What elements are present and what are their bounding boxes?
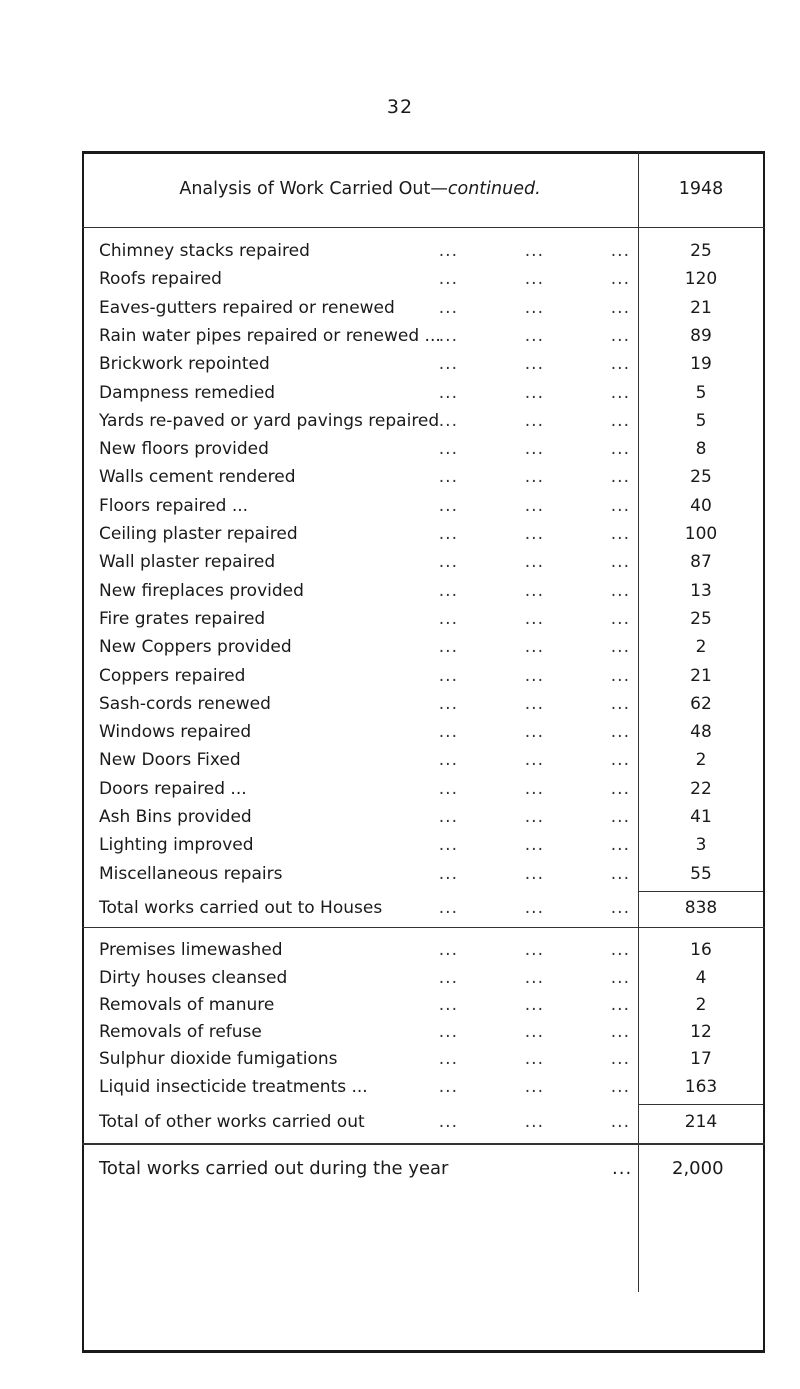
row-label: Coppers repaired: [99, 665, 246, 686]
house-work-row: [82, 606, 765, 634]
house-work-row: [82, 238, 765, 266]
dot-leader: [372, 298, 634, 318]
table-title-continued: continued.: [447, 179, 541, 199]
dot-group: ...: [524, 1049, 544, 1070]
dot-group: ...: [610, 580, 630, 601]
dot-group: ...: [610, 722, 630, 743]
house-work-row: [82, 719, 765, 747]
row-value: 16: [690, 940, 712, 961]
dot-leader: [372, 581, 634, 601]
table-header: [82, 154, 765, 227]
dot-group: ...: [610, 994, 630, 1015]
house-work-row: [82, 861, 765, 889]
row-label: New Coppers provided: [99, 637, 292, 658]
row-label: Removals of refuse: [99, 1022, 262, 1043]
dot-leader: [372, 995, 634, 1015]
dot-leader: [372, 609, 634, 629]
subtotal-rule: [638, 1104, 763, 1105]
row-label: Ash Bins provided: [99, 807, 252, 827]
dot-leader: [372, 269, 634, 289]
dot-group: ...: [610, 241, 630, 261]
dot-group: ...: [438, 325, 458, 346]
house-work-row: [82, 549, 765, 577]
dot-group: ...: [524, 940, 544, 961]
row-label: Chimney stacks repaired: [99, 241, 310, 261]
dot-group: ...: [524, 693, 544, 714]
dot-leader: [372, 750, 634, 770]
dot-leader: [372, 807, 634, 827]
row-label: Fire grates repaired: [99, 608, 266, 629]
dot-group: ...: [524, 467, 544, 488]
row-value: 17: [690, 1049, 712, 1070]
dot-group: ...: [524, 524, 544, 544]
row-label: Wall plaster repaired: [99, 552, 276, 573]
dot-leader: [372, 524, 634, 544]
row-label: Floors repaired ...: [99, 495, 249, 516]
dot-group: ...: [524, 439, 544, 460]
dot-leader: [372, 666, 634, 686]
dot-group: ...: [438, 467, 458, 488]
dot-group: ...: [610, 750, 630, 771]
dot-leader: [372, 779, 634, 799]
dot-group: ...: [610, 382, 630, 403]
dot-group: ...: [524, 608, 544, 629]
dot-group: ...: [438, 967, 458, 988]
dot-group: ...: [438, 608, 458, 629]
row-value: 89: [690, 325, 712, 346]
dot-leader: [372, 835, 634, 855]
dot-group: ...: [438, 269, 458, 290]
dot-group: ...: [610, 897, 630, 918]
row-label: Removals of manure: [99, 994, 275, 1015]
dot-leader: [372, 968, 634, 988]
dot-leader: [372, 496, 634, 516]
row-value: 5: [695, 382, 707, 403]
row-value: 2: [695, 637, 707, 658]
dot-group: ...: [524, 750, 544, 771]
dot-group: ...: [438, 1112, 458, 1132]
dot-group: ...: [610, 410, 630, 431]
row-value: 2: [695, 750, 707, 771]
dot-group: ...: [610, 778, 630, 799]
row-value: 13: [690, 580, 712, 601]
row-value: 2: [695, 994, 707, 1015]
house-work-row: [82, 578, 765, 606]
dot-group: ...: [524, 637, 544, 658]
row-value: 25: [690, 241, 712, 261]
house-work-row: [82, 804, 765, 832]
house-work-row: [82, 351, 765, 379]
bottom-rule: [82, 1350, 765, 1353]
dot-group: ...: [524, 1076, 544, 1097]
row-label: Walls cement rendered: [99, 467, 296, 488]
header-rule: [82, 227, 765, 228]
dot-group: ...: [438, 524, 458, 544]
dot-group: ...: [610, 940, 630, 961]
grand-total-value: 2,000: [672, 1158, 724, 1180]
total-label: Total of other works carried out: [99, 1112, 365, 1132]
row-label: New fireplaces provided: [99, 580, 304, 601]
dot-group: ...: [610, 467, 630, 488]
dot-group: ...: [438, 495, 458, 516]
dot-group: ...: [524, 967, 544, 988]
other-work-row: [82, 937, 765, 965]
dot-group: ...: [610, 269, 630, 290]
dot-group: ...: [438, 241, 458, 261]
house-work-row: [82, 464, 765, 492]
dot-group: ...: [438, 382, 458, 403]
dot-leader: [372, 383, 634, 403]
row-label: Lighting improved: [99, 835, 254, 856]
dot-group: ...: [438, 897, 458, 918]
row-label: Miscellaneous repairs: [99, 863, 283, 884]
row-value: 12: [690, 1022, 712, 1043]
dot-group: ...: [524, 665, 544, 686]
work-analysis-table: [82, 151, 765, 1353]
other-work-row: [82, 992, 765, 1020]
table-title-main: Analysis of Work Carried Out—: [179, 179, 448, 199]
dot-group: ...: [610, 325, 630, 346]
dot-group: ...: [524, 835, 544, 856]
total-value: 838: [684, 897, 718, 918]
dot-group: ...: [438, 410, 458, 431]
dot-leader: [372, 552, 634, 572]
dot-group: ...: [438, 750, 458, 771]
dot-group: ...: [610, 967, 630, 988]
dot-group: ...: [524, 552, 544, 573]
house-work-row: [82, 832, 765, 860]
other-work-row: [82, 1019, 765, 1047]
house-work-row: [82, 691, 765, 719]
dot-group: ...: [524, 778, 544, 799]
house-work-row: [82, 663, 765, 691]
dot-group: ...: [524, 354, 544, 375]
section-rule: [82, 1143, 765, 1145]
dot-group: ...: [438, 665, 458, 686]
table-title: [82, 179, 638, 199]
row-value: 21: [690, 665, 712, 686]
dot-group: ...: [610, 495, 630, 516]
dot-group: ...: [524, 325, 544, 346]
dot-group: ...: [524, 495, 544, 516]
page-number: 32: [386, 96, 414, 118]
row-label: Premises limewashed: [99, 940, 283, 961]
row-value: 163: [684, 1076, 718, 1097]
dot-group: ...: [524, 410, 544, 431]
row-label: Dirty houses cleansed: [99, 967, 288, 988]
dot-group: ...: [438, 778, 458, 799]
dot-leader: [372, 864, 634, 884]
row-label: Liquid insecticide treatments ...: [99, 1076, 368, 1097]
row-value: 41: [690, 807, 712, 827]
dot-group: ...: [438, 439, 458, 460]
dot-group: ...: [610, 1049, 630, 1070]
dot-group: ...: [438, 807, 458, 827]
dot-group: ...: [524, 807, 544, 827]
dot-group: ...: [438, 940, 458, 961]
row-label: Sash-cords renewed: [99, 693, 271, 714]
dot-leader: [372, 1049, 634, 1069]
dot-group: ...: [438, 1076, 458, 1097]
dot-group: ...: [524, 1112, 544, 1132]
dot-group: ...: [610, 608, 630, 629]
row-value: 21: [690, 297, 712, 318]
dot-leader: [372, 439, 634, 459]
total-label: Total works carried out to Houses: [99, 897, 383, 918]
dot-group: ...: [610, 354, 630, 375]
total-value: 214: [684, 1112, 718, 1132]
house-work-row: [82, 295, 765, 323]
row-label: Windows repaired: [99, 722, 252, 743]
row-value: 25: [690, 608, 712, 629]
dot-group: ...: [438, 297, 458, 318]
dot-group: ...: [524, 722, 544, 743]
dot-leader: ...: [612, 1158, 633, 1180]
dot-leader: [372, 411, 634, 431]
dot-leader: [372, 241, 634, 261]
subtotal-rule: [638, 891, 763, 892]
dot-group: ...: [438, 693, 458, 714]
dot-leader: [372, 1112, 634, 1132]
dot-group: ...: [438, 863, 458, 884]
dot-leader: [372, 940, 634, 960]
row-label: Ceiling plaster repaired: [99, 524, 298, 544]
year-column-header: 1948: [678, 179, 724, 199]
dot-group: ...: [524, 897, 544, 918]
section-rule: [82, 927, 765, 928]
dot-group: ...: [610, 1076, 630, 1097]
dot-group: ...: [610, 552, 630, 573]
row-value: 4: [695, 967, 707, 988]
dot-group: ...: [438, 354, 458, 375]
dot-group: ...: [524, 269, 544, 290]
dot-group: ...: [524, 994, 544, 1015]
dot-leader: [372, 898, 634, 918]
dot-group: ...: [524, 241, 544, 261]
dot-group: ...: [524, 382, 544, 403]
dot-group: ...: [610, 637, 630, 658]
row-value: 55: [690, 863, 712, 884]
row-value: 3: [695, 835, 707, 856]
row-label: Sulphur dioxide fumigations: [99, 1049, 338, 1070]
row-value: 48: [690, 722, 712, 743]
row-label: New Doors Fixed: [99, 750, 241, 771]
dot-leader: [372, 694, 634, 714]
dot-group: ...: [610, 1112, 630, 1132]
row-value: 87: [690, 552, 712, 573]
row-label: Dampness remedied: [99, 382, 276, 403]
dot-group: ...: [438, 722, 458, 743]
dot-leader: [372, 722, 634, 742]
dot-group: ...: [524, 863, 544, 884]
row-value: 120: [684, 269, 718, 290]
dot-group: ...: [610, 665, 630, 686]
row-value: 25: [690, 467, 712, 488]
row-label: Doors repaired ...: [99, 778, 247, 799]
dot-group: ...: [610, 863, 630, 884]
row-label: Rain water pipes repaired or renewed ...: [99, 325, 441, 346]
house-work-row: [82, 408, 765, 436]
grand-total-label: Total works carried out during the year: [99, 1158, 449, 1180]
dot-group: ...: [610, 297, 630, 318]
dot-group: ...: [610, 835, 630, 856]
dot-group: ...: [610, 807, 630, 827]
houses-total-row: [82, 895, 765, 923]
dot-group: ...: [438, 1049, 458, 1070]
house-work-row: [82, 521, 765, 549]
house-work-row: [82, 634, 765, 662]
house-work-row: [82, 493, 765, 521]
house-work-row: [82, 323, 765, 351]
other-work-row: [82, 1046, 765, 1074]
dot-group: ...: [610, 693, 630, 714]
other-work-row: [82, 965, 765, 993]
house-work-row: [82, 266, 765, 294]
dot-group: ...: [610, 1022, 630, 1043]
grand-total-row: [82, 1155, 765, 1185]
row-label: Brickwork repointed: [99, 354, 270, 375]
row-value: 8: [695, 439, 707, 460]
dot-group: ...: [610, 439, 630, 460]
house-work-row: [82, 436, 765, 464]
house-work-row: [82, 380, 765, 408]
row-label: Eaves-gutters repaired or renewed: [99, 297, 395, 318]
dot-group: ...: [438, 1022, 458, 1043]
other-work-row: [82, 1074, 765, 1102]
row-value: 5: [695, 410, 707, 431]
dot-leader: [372, 637, 634, 657]
dot-leader: [372, 1022, 634, 1042]
row-value: 40: [690, 495, 712, 516]
dot-group: ...: [610, 524, 630, 544]
row-value: 62: [690, 693, 712, 714]
row-label: New floors provided: [99, 439, 269, 460]
dot-group: ...: [438, 835, 458, 856]
row-value: 19: [690, 354, 712, 375]
dot-group: ...: [438, 552, 458, 573]
dot-group: ...: [524, 1022, 544, 1043]
house-work-row: [82, 776, 765, 804]
dot-group: ...: [438, 637, 458, 658]
dot-group: ...: [438, 994, 458, 1015]
row-value: 22: [690, 778, 712, 799]
row-label: Yards re-paved or yard pavings repaired: [99, 410, 440, 431]
dot-group: ...: [438, 580, 458, 601]
dot-leader: [372, 326, 634, 346]
row-label: Roofs repaired: [99, 269, 222, 290]
dot-leader: [372, 354, 634, 374]
row-value: 100: [684, 524, 718, 544]
house-work-row: [82, 747, 765, 775]
dot-group: ...: [524, 580, 544, 601]
other-total-row: [82, 1109, 765, 1137]
dot-leader: [372, 1077, 634, 1097]
dot-leader: [372, 467, 634, 487]
dot-group: ...: [524, 297, 544, 318]
